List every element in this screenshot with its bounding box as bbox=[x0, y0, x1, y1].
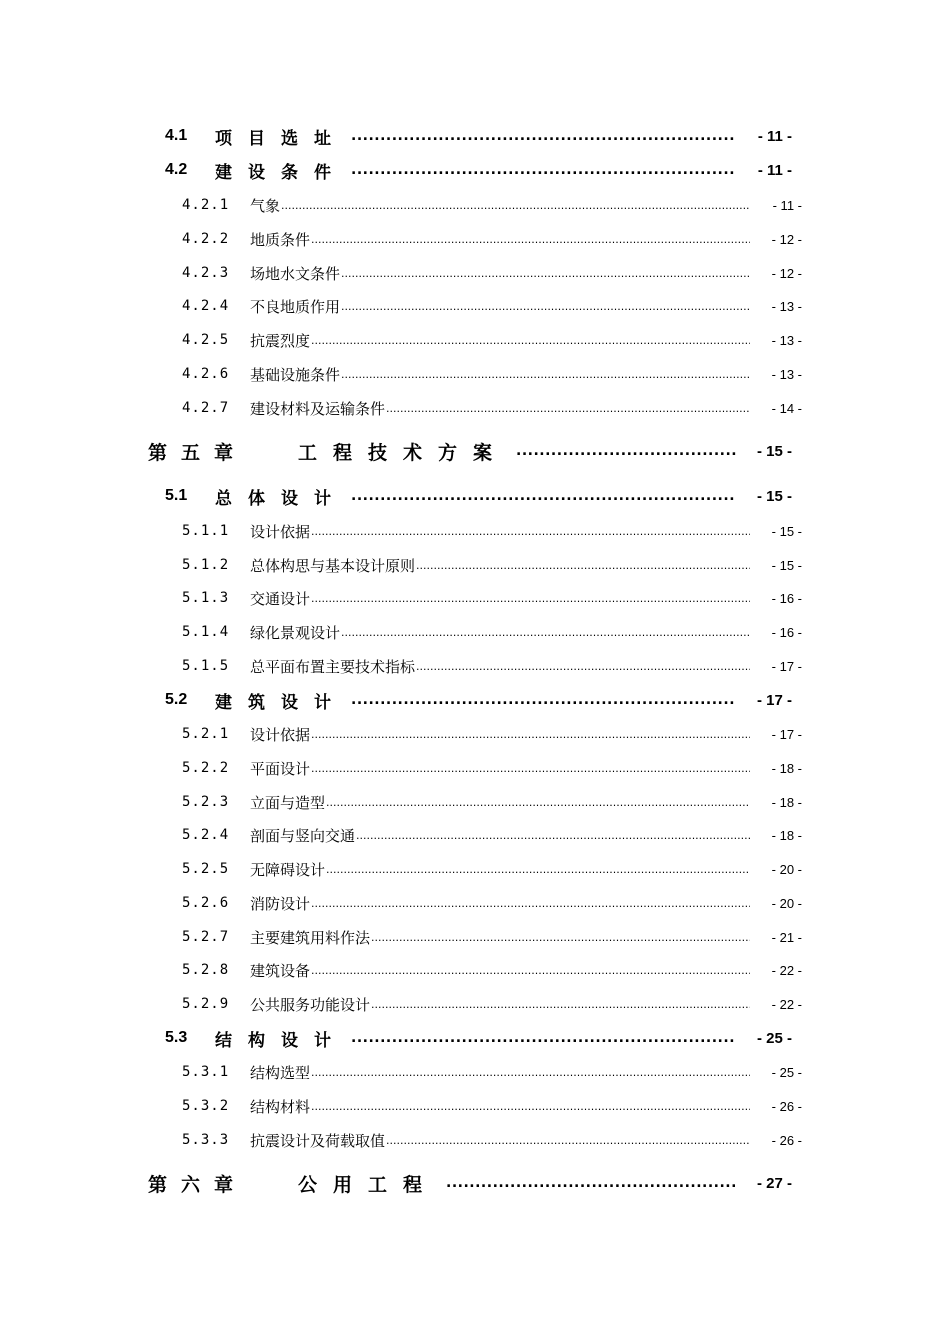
toc-entry-number: 5.1 bbox=[165, 487, 188, 504]
toc-entry-title: 总体构思与基本设计原则 bbox=[250, 556, 416, 575]
toc-dot-leader bbox=[311, 525, 750, 538]
toc-entry-sub[interactable] bbox=[182, 653, 802, 679]
toc-entry-page: - 15 - bbox=[756, 487, 792, 505]
toc-entry-sub[interactable] bbox=[182, 957, 802, 983]
toc-entry-section[interactable] bbox=[165, 483, 792, 509]
toc-entry-section[interactable] bbox=[165, 1025, 792, 1051]
toc-entry-title: 抗震烈度 bbox=[250, 331, 311, 350]
toc-entry-title: 工程技术方案 bbox=[298, 441, 509, 464]
toc-dot-leader bbox=[281, 199, 750, 212]
toc-entry-page: - 17 - bbox=[771, 658, 802, 674]
toc-entry-number: 5.2 bbox=[165, 691, 188, 708]
toc-entry-title: 建设材料及运输条件 bbox=[250, 399, 386, 418]
toc-dot-leader bbox=[416, 559, 750, 572]
toc-entry-number: 5.3.1 bbox=[182, 1064, 230, 1080]
toc-entry-number: 4.2.1 bbox=[182, 197, 230, 213]
toc-entry-chapter[interactable] bbox=[148, 438, 792, 464]
toc-entry-page: - 11 - bbox=[772, 197, 802, 213]
toc-entry-page: - 15 - bbox=[771, 557, 802, 573]
toc-entry-section[interactable] bbox=[165, 687, 792, 713]
toc-dot-leader bbox=[341, 267, 750, 280]
toc-entry-number: 5.3.3 bbox=[182, 1132, 230, 1148]
toc-entry-page: - 13 - bbox=[771, 298, 802, 314]
toc-entry-sub[interactable] bbox=[182, 822, 802, 848]
toc-entry-sub[interactable] bbox=[182, 260, 802, 286]
toc-entry-page: - 16 - bbox=[771, 590, 802, 606]
toc-entry-page: - 22 - bbox=[771, 996, 802, 1012]
toc-entry-number: 5.2.4 bbox=[182, 827, 230, 843]
toc-entry-number: 5.1.1 bbox=[182, 523, 230, 539]
toc-dot-leader bbox=[351, 488, 736, 504]
toc-entry-number: 4.2.4 bbox=[182, 298, 230, 314]
toc-entry-number: 4.2.2 bbox=[182, 231, 230, 247]
toc-entry-number: 4.2.7 bbox=[182, 400, 230, 416]
toc-entry-sub[interactable] bbox=[182, 890, 802, 916]
toc-entry-page: - 22 - bbox=[771, 962, 802, 978]
toc-dot-leader bbox=[311, 592, 750, 605]
toc-dot-leader bbox=[341, 368, 750, 381]
toc-entry-page: - 11 - bbox=[757, 127, 792, 145]
toc-entry-sub[interactable] bbox=[182, 395, 802, 421]
toc-dot-leader bbox=[326, 796, 750, 809]
toc-entry-title: 总平面布置主要技术指标 bbox=[250, 657, 416, 676]
toc-entry-title: 主要建筑用料作法 bbox=[250, 928, 371, 947]
toc-entry-title: 总体设计 bbox=[215, 488, 347, 509]
toc-entry-title: 地质条件 bbox=[250, 230, 311, 249]
toc-entry-number: 第六章 bbox=[148, 1173, 248, 1196]
toc-entry-number: 4.2 bbox=[165, 161, 188, 178]
toc-entry-page: - 18 - bbox=[771, 760, 802, 776]
toc-entry-sub[interactable] bbox=[182, 361, 802, 387]
toc-entry-page: - 20 - bbox=[771, 861, 802, 877]
toc-entry-title: 场地水文条件 bbox=[250, 264, 341, 283]
toc-entry-number: 5.2.5 bbox=[182, 861, 230, 877]
toc-entry-sub[interactable] bbox=[182, 856, 802, 882]
toc-entry-title: 建设条件 bbox=[215, 162, 347, 183]
toc-entry-title: 立面与造型 bbox=[250, 793, 326, 812]
toc-entry-page: - 12 - bbox=[771, 265, 802, 281]
toc-dot-leader bbox=[341, 626, 750, 639]
toc-entry-title: 设计依据 bbox=[250, 725, 311, 744]
toc-dot-leader bbox=[311, 1066, 750, 1079]
toc-dot-leader bbox=[371, 998, 750, 1011]
toc-entry-title: 结构设计 bbox=[215, 1030, 347, 1051]
toc-entry-title: 公用工程 bbox=[298, 1173, 439, 1196]
toc-entry-number: 4.1 bbox=[165, 127, 188, 144]
toc-entry-page: - 15 - bbox=[771, 523, 802, 539]
toc-entry-page: - 21 - bbox=[771, 929, 802, 945]
toc-entry-sub[interactable] bbox=[182, 721, 802, 747]
toc-dot-leader bbox=[351, 128, 736, 144]
toc-entry-section[interactable] bbox=[165, 157, 792, 183]
toc-entry-title: 绿化景观设计 bbox=[250, 623, 341, 642]
toc-entry-page: - 17 - bbox=[756, 691, 792, 709]
toc-entry-sub[interactable] bbox=[182, 1127, 802, 1153]
toc-entry-number: 5.2.1 bbox=[182, 726, 230, 742]
toc-entry-title: 不良地质作用 bbox=[250, 297, 341, 316]
toc-entry-number: 5.2.9 bbox=[182, 996, 230, 1012]
toc-entry-page: - 18 - bbox=[771, 794, 802, 810]
toc-entry-number: 5.3.2 bbox=[182, 1098, 230, 1114]
toc-entry-title: 剖面与竖向交通 bbox=[250, 826, 356, 845]
toc-entry-title: 无障碍设计 bbox=[250, 860, 326, 879]
toc-entry-sub[interactable] bbox=[182, 789, 802, 815]
toc-dot-leader bbox=[326, 863, 750, 876]
toc-dot-leader bbox=[416, 660, 750, 673]
toc-entry-number: 5.1.2 bbox=[182, 557, 230, 573]
toc-entry-title: 气象 bbox=[250, 196, 281, 215]
toc-entry-page: - 26 - bbox=[771, 1098, 802, 1114]
toc-dot-leader bbox=[311, 334, 750, 347]
toc-entry-number: 5.2.7 bbox=[182, 929, 230, 945]
toc-entry-title: 结构材料 bbox=[250, 1097, 311, 1116]
toc-entry-title: 建筑设计 bbox=[215, 692, 347, 713]
toc-entry-page: - 25 - bbox=[756, 1029, 792, 1047]
toc-entry-sub[interactable] bbox=[182, 755, 802, 781]
toc-entry-title: 结构选型 bbox=[250, 1063, 311, 1082]
toc-dot-leader bbox=[341, 300, 750, 313]
toc-entry-page: - 20 - bbox=[771, 895, 802, 911]
toc-dot-leader bbox=[311, 762, 750, 775]
toc-entry-title: 消防设计 bbox=[250, 894, 311, 913]
toc-entry-sub[interactable] bbox=[182, 293, 802, 319]
toc-entry-page: - 12 - bbox=[771, 231, 802, 247]
toc-entry-number: 5.2.2 bbox=[182, 760, 230, 776]
toc-entry-page: - 14 - bbox=[771, 400, 802, 416]
toc-entry-sub[interactable] bbox=[182, 327, 802, 353]
toc-entry-chapter[interactable] bbox=[148, 1170, 792, 1196]
toc-entry-number: 5.2.8 bbox=[182, 962, 230, 978]
toc-entry-title: 建筑设备 bbox=[250, 961, 311, 980]
toc-entry-page: - 26 - bbox=[771, 1132, 802, 1148]
toc-entry-number: 4.2.3 bbox=[182, 265, 230, 281]
toc-entry-sub[interactable] bbox=[182, 192, 802, 218]
toc-entry-number: 第五章 bbox=[148, 441, 248, 464]
toc-dot-leader bbox=[446, 1175, 736, 1191]
toc-entry-number: 5.2.3 bbox=[182, 794, 230, 810]
toc-dot-leader bbox=[311, 728, 750, 741]
toc-dot-leader bbox=[516, 443, 736, 459]
toc-entry-page: - 13 - bbox=[771, 366, 802, 382]
toc-entry-page: - 11 - bbox=[757, 161, 792, 179]
toc-entry-page: - 16 - bbox=[771, 624, 802, 640]
toc-entry-title: 平面设计 bbox=[250, 759, 311, 778]
toc-dot-leader bbox=[371, 931, 750, 944]
toc-entry-sub[interactable] bbox=[182, 991, 802, 1017]
toc-dot-leader bbox=[311, 1100, 750, 1113]
toc-entry-page: - 27 - bbox=[756, 1174, 792, 1192]
toc-entry-sub[interactable] bbox=[182, 619, 802, 645]
toc-entry-number: 5.1.4 bbox=[182, 624, 230, 640]
toc-dot-leader bbox=[351, 162, 736, 178]
toc-dot-leader bbox=[351, 692, 736, 708]
toc-entry-page: - 17 - bbox=[771, 726, 802, 742]
toc-entry-sub[interactable] bbox=[182, 1093, 802, 1119]
toc-entry-title: 抗震设计及荷载取值 bbox=[250, 1131, 386, 1150]
toc-dot-leader bbox=[356, 829, 750, 842]
toc-entry-sub[interactable] bbox=[182, 226, 802, 252]
toc-entry-page: - 15 - bbox=[756, 442, 792, 460]
toc-dot-leader bbox=[386, 1134, 750, 1147]
toc-entry-sub[interactable] bbox=[182, 585, 802, 611]
toc-entry-number: 5.2.6 bbox=[182, 895, 230, 911]
toc-entry-title: 基础设施条件 bbox=[250, 365, 341, 384]
toc-entry-page: - 13 - bbox=[771, 332, 802, 348]
toc-entry-sub[interactable] bbox=[182, 552, 802, 578]
toc-entry-number: 5.3 bbox=[165, 1029, 188, 1046]
toc-entry-number: 5.1.3 bbox=[182, 590, 230, 606]
toc-dot-leader bbox=[311, 897, 750, 910]
toc-entry-title: 设计依据 bbox=[250, 522, 311, 541]
toc-entry-sub[interactable] bbox=[182, 518, 802, 544]
toc-entry-sub[interactable] bbox=[182, 924, 802, 950]
toc-entry-number: 5.1.5 bbox=[182, 658, 230, 674]
toc-dot-leader bbox=[311, 233, 750, 246]
toc-entry-title: 交通设计 bbox=[250, 589, 311, 608]
toc-entry-title: 项目选址 bbox=[215, 128, 347, 149]
toc-entry-page: - 18 - bbox=[771, 827, 802, 843]
toc-dot-leader bbox=[311, 964, 750, 977]
toc-entry-page: - 25 - bbox=[771, 1064, 802, 1080]
toc-entry-number: 4.2.6 bbox=[182, 366, 230, 382]
toc-dot-leader bbox=[351, 1030, 736, 1046]
toc-entry-sub[interactable] bbox=[182, 1059, 802, 1085]
toc-entry-section[interactable] bbox=[165, 123, 792, 149]
toc-dot-leader bbox=[386, 402, 750, 415]
toc-entry-title: 公共服务功能设计 bbox=[250, 995, 371, 1014]
toc-entry-number: 4.2.5 bbox=[182, 332, 230, 348]
